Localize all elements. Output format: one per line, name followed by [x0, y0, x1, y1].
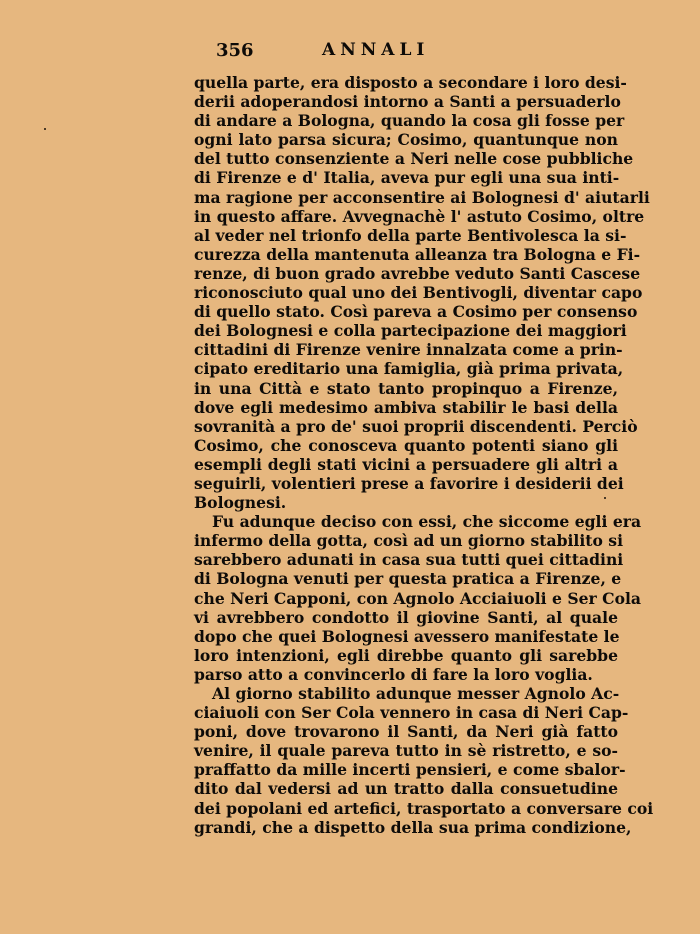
paragraph [194, 512, 642, 684]
text-line: in questo affare. Avvegnachè l' astuto Cosimo, oltre [194, 206, 645, 226]
text-line: infermo della gotta, così ad un giorno stabilito si [194, 531, 623, 551]
text-line: che Neri Capponi, con Agnolo Acciaiuoli e Ser Cola [194, 588, 641, 608]
text-line: di andare a Bologna, quando la cosa gli fosse per [194, 111, 625, 131]
text-line: Bolognesi. [194, 493, 287, 513]
text-line: dei popolani ed artefici, trasportato a conversare coi [194, 798, 654, 818]
text-line: di Bologna venuti per questa pratica a Firenze, e [194, 569, 622, 589]
text-line: vi avrebbero condotto il giovine Santi, al quale [194, 607, 618, 627]
text-line: renze, di buon grado avrebbe veduto Santi Cascese [194, 263, 641, 283]
text-line: dito dal vedersi ad un tratto dalla consuetudine [194, 779, 618, 799]
text-line: al veder nel trionfo della parte Bentivolesca la si- [194, 225, 627, 245]
page-header [190, 40, 620, 66]
print-speck [44, 128, 46, 130]
text-line: loro intenzioni, egli direbbe quanto gli sarebbe [194, 645, 618, 665]
running-title: ANNALI [322, 40, 430, 60]
text-line: curezza della mantenuta alleanza tra Bologna e Fi- [194, 244, 641, 264]
text-line: del tutto consenziente a Neri nelle cose pubbliche [194, 149, 634, 169]
text-line: praffatto da mille incerti pensieri, e come sbalor- [194, 760, 626, 780]
text-line: esempli degli stati vicini a persuadere gli altri a [194, 454, 618, 474]
text-line: dove egli medesimo ambiva stabilir le basi della [194, 397, 618, 417]
text-line: cittadini di Firenze venire innalzata come a prin- [194, 340, 623, 360]
body-text [194, 73, 654, 837]
text-line: di quello stato. Così pareva a Cosimo per consenso [194, 302, 638, 322]
text-line: Cosimo, che conosceva quanto potenti siano gli [194, 435, 618, 455]
text-line: cipato ereditario una famiglia, già prima privata, [194, 359, 624, 379]
text-line: ciaiuoli con Ser Cola vennero in casa di Neri Cap- [194, 703, 629, 723]
text-line: ogni lato parsa sicura; Cosimo, quantunque non [194, 130, 618, 150]
page-number: 356 [216, 40, 254, 61]
text-line: sarebbero adunati in casa sua tutti quei cittadini [194, 550, 624, 570]
text-line: Fu adunque deciso con essi, che siccome egli era [212, 512, 642, 532]
text-line: riconosciuto qual uno dei Bentivogli, diventar capo [194, 283, 643, 303]
text-line: poni, dove trovarono il Santi, da Neri già fatto [194, 722, 618, 742]
text-line: quella parte, era disposto a secondare i loro desi- [194, 73, 627, 92]
text-line: grandi, che a dispetto della sua prima condizione, [194, 817, 632, 837]
text-line: venire, il quale pareva tutto in sè ristretto, e so- [194, 741, 618, 761]
text-line: dei Bolognesi e colla partecipazione dei maggiori [194, 321, 627, 341]
paragraph [194, 684, 654, 837]
text-line: sovranità a pro de' suoi proprii discendenti. Perciò [194, 416, 638, 436]
print-speck [604, 497, 606, 499]
text-line: Al giorno stabilito adunque messer Agnolo Ac- [212, 684, 620, 703]
paragraph [194, 73, 650, 513]
text-line: dopo che quei Bolognesi avessero manifestate le [194, 626, 620, 646]
text-line: in una Città e stato tanto propinquo a Firenze, [194, 378, 618, 398]
text-line: di Firenze e d' Italia, aveva pur egli una sua inti- [194, 168, 620, 188]
text-line: derii adoperandosi intorno a Santi a persuaderlo [194, 92, 621, 112]
text-line: ma ragione per acconsentire ai Bolognesi d' aiutarli [194, 187, 650, 207]
text-line: parso atto a convincerlo di fare la loro voglia. [194, 664, 593, 684]
text-line: seguirli, volentieri prese a favorire i desiderii dei [194, 473, 624, 493]
